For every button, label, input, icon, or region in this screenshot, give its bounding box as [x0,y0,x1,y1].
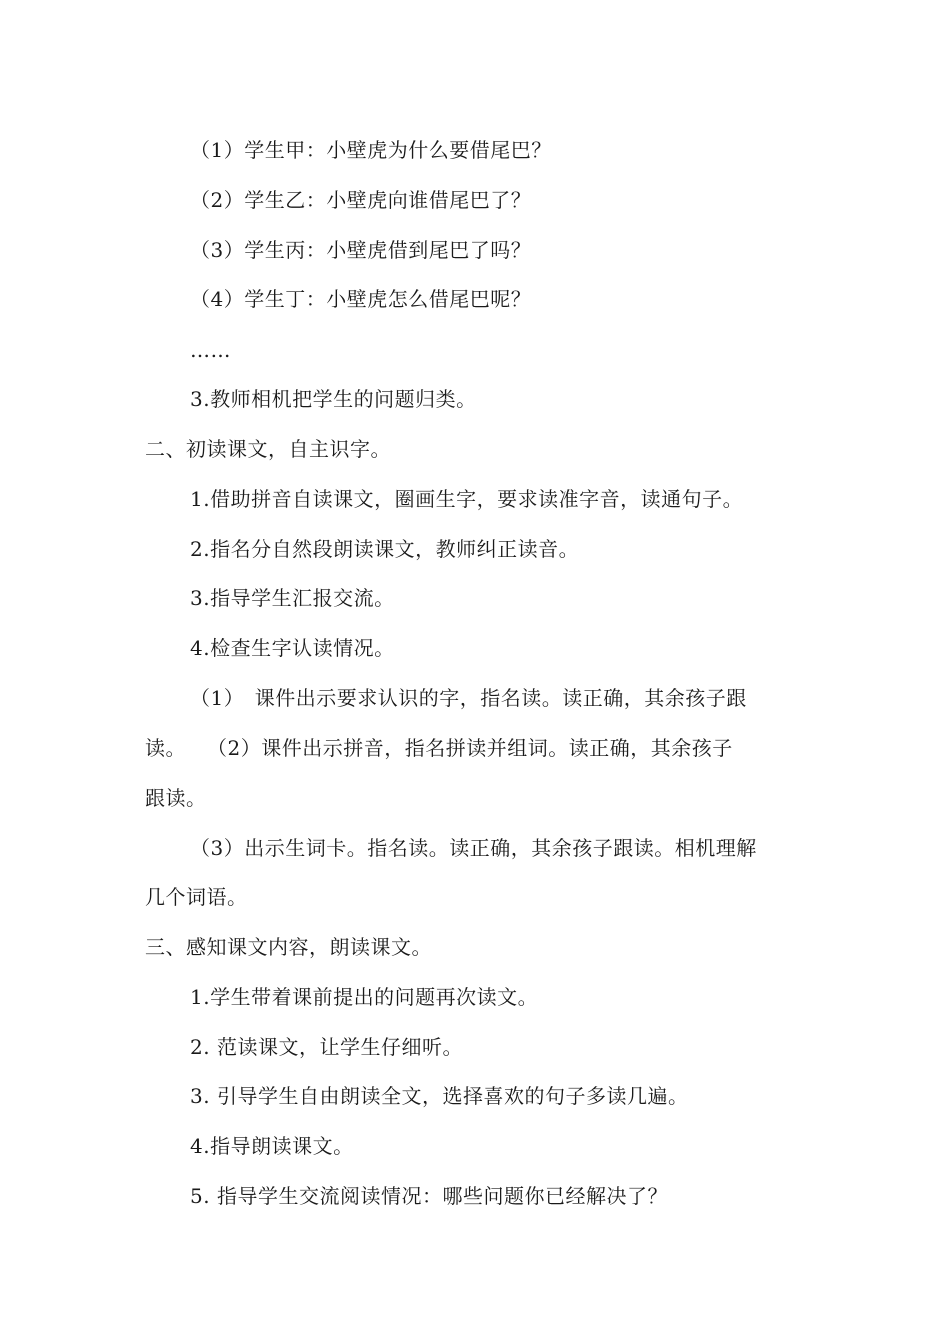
step-line-3: 3.教师相机把学生的问题归类。 [190,387,477,411]
sub-step-1-cont: 读。 （2）课件出示拼音，指名拼读并组词。读正确，其余孩子 [145,736,733,760]
question-line-1: （1）学生甲：小壁虎为什么要借尾巴？ [190,138,552,162]
section-heading-2: 二、初读课文，自主识字。 [145,437,391,461]
section-heading-3: 三、感知课文内容，朗读课文。 [145,935,432,959]
sub-step-1: （1） 课件出示要求认识的字，指名读。读正确，其余孩子跟 [190,686,747,710]
step-line-3-2: 2. 范读课文，让学生仔细听。 [190,1035,463,1059]
step-line-2: 2.指名分自然段朗读课文，教师纠正读音。 [190,537,580,561]
step-line-3-4: 4.指导朗读课文。 [190,1134,354,1158]
sub-step-3-cont: 几个词语。 [145,885,248,909]
step-line-1: 1.借助拼音自读课文，圈画生字，要求读准字音，读通句子。 [190,487,744,511]
step-line-3-1: 1.学生带着课前提出的问题再次读文。 [190,985,539,1009]
question-line-4: （4）学生丁：小壁虎怎么借尾巴呢？ [190,287,532,311]
sub-step-2-cont: 跟读。 [145,786,207,810]
question-line-3: （3）学生丙：小壁虎借到尾巴了吗？ [190,238,532,262]
step-line-3-5: 5. 指导学生交流阅读情况：哪些问题你已经解决了？ [190,1184,668,1208]
sub-step-3: （3）出示生词卡。指名读。读正确，其余孩子跟读。相机理解 [190,836,757,860]
step-line-3-3: 3. 引导学生自由朗读全文，选择喜欢的句子多读几遍。 [190,1084,689,1108]
step-line-3b: 3.指导学生汇报交流。 [190,586,395,610]
question-line-2: （2）学生乙：小壁虎向谁借尾巴了？ [190,188,532,212]
step-line-4: 4.检查生字认读情况。 [190,636,395,660]
ellipsis-line: …… [190,338,231,362]
